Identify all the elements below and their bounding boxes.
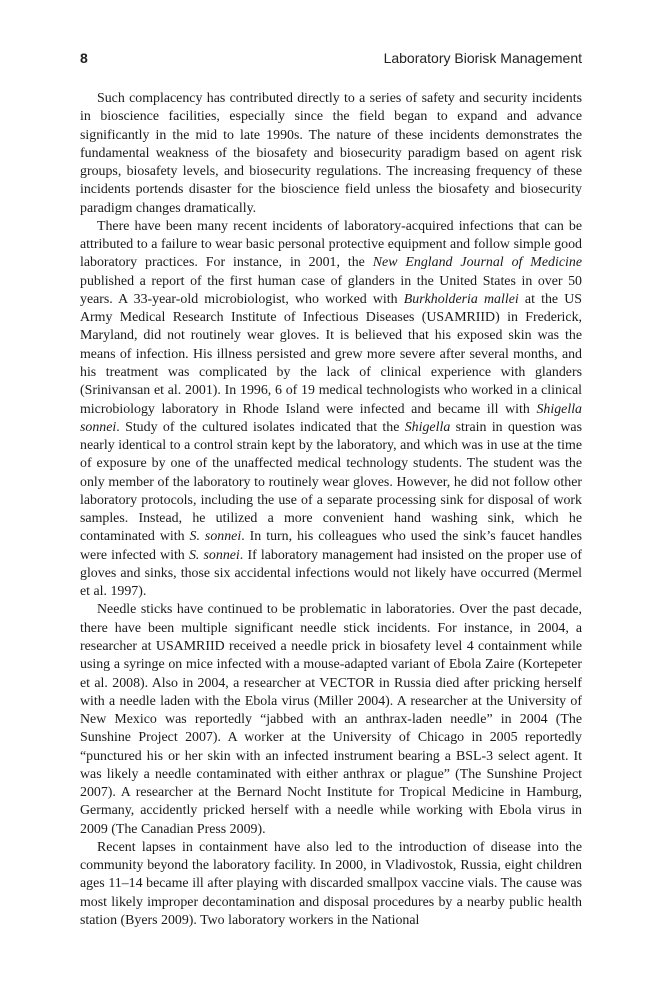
text-segment: . In turn, his colleagues who used the sink’s faucet handles were infected with bbox=[80, 529, 582, 563]
italic-term: S. sonnei bbox=[188, 547, 240, 563]
text-segment: strain in question was nearly identical to a control strain kept by the laboratory, and which was in use at the time of exposure by one of the unaffected medical technology students. The student was the only member of the laboratory to routinely wear gloves. However, he did not follow other laboratory protocols, including the use of a separate processing sink for disposal of work samples. Instead, he utilized a more convenient hand washing sink, which he contaminated with bbox=[80, 419, 582, 545]
text-segment: . Study of the cultured isolates indicated that the bbox=[116, 419, 405, 435]
text-segment: Recent lapses in containment have also led to the introduction of disease into the community beyond the laboratory facility. In 2000, in Vladivostok, Russia, eight children ages 11–14 became ill after playing with discarded smallpox vaccine vials. The cause was most likely improper decontamination and disposal procedures by a nearby public health station (Byers 2009). Two laboratory workers in the National bbox=[80, 839, 582, 928]
running-head: Laboratory Biorisk Management bbox=[383, 50, 582, 66]
italic-term: Shigella bbox=[404, 419, 451, 435]
body-text bbox=[80, 90, 582, 930]
text-segment: at the US Army Medical Research Institute of Infectious Diseases (USAMRIID) in Frederick, Maryland, did not routinely wear gloves. It is believed that his exposed skin was the means of infection. His illness persisted and grew more severe after several months, and his treatment was complicated by the lack of clinical experience with glanders (Srinivansan et al. 2001). In 1996, 6 of 19 medical technologists who worked in a clinical microbiology laboratory in Rhode Island were infected and became ill with bbox=[80, 291, 583, 417]
text-segment: published a report of the first human case of glanders in the United States in over 50 years. A 33-year-old microbiologist, who worked with bbox=[80, 273, 582, 307]
text-segment: Such complacency has contributed directly to a series of safety and security incidents in bioscience facilities, especially since the field began to expand and advance significantly in the mid to late 1990s. The nature of these incidents demonstrates the fundamental weakness of the biosafety and biosecurity paradigm based on agent risk groups, biosafety levels, and biosecurity regulations. The increasing frequency of these incidents portends disaster for the bioscience field unless the biosafety and biosecurity paradigm changes dramatically. bbox=[80, 91, 582, 216]
page-header bbox=[80, 50, 582, 72]
paragraph-containment-lapses bbox=[80, 839, 582, 930]
italic-term: Shigella sonnei bbox=[80, 401, 582, 435]
page-number: 8 bbox=[80, 50, 88, 66]
text-segment: Needle sticks have continued to be problematic in laboratories. Over the past decade, there have been multiple significant needle stick incidents. For instance, in 2004, a researcher at USAMRIID received a needle prick in biosafety level 4 containment while using a syringe on mice infected with a mouse-adapted variant of Ebola Zaire (Kortepeter et al. 2008). Also in 2004, a researcher at VECTOR in Russia died after pricking herself with a needle laden with the Ebola virus (Miller 2004). A researcher at the University of New Mexico was reportedly “jabbed with an anthrax-laden needle” in 2004 (The Sunshine Project 2007). A worker at the University of Chicago in 2005 reportedly “punctured his or her skin with an infected instrument bearing a BSL-3 select agent. It was likely a needle contaminated with either anthrax or plague” (The Sunshine Project 2007). A researcher at the Bernard Nocht Institute for Tropical Medicine in Hamburg, Germany, accidently pricked herself with a needle while working with Ebola virus in 2009 (The Canadian Press 2009). bbox=[80, 602, 582, 837]
paragraph-needle-sticks bbox=[80, 601, 582, 838]
text-segment: There have been many recent incidents of laboratory-acquired infections that can be attributed to a failure to wear basic personal protective equipment and follow simple good laboratory practices. For instance, in 2001, the bbox=[80, 218, 582, 271]
italic-term: S. sonnei bbox=[189, 529, 242, 545]
italic-term: Burkholderia mallei bbox=[403, 291, 519, 307]
italic-term: New England Journal of Medicine bbox=[372, 255, 582, 271]
text-segment: . If laboratory management had insisted on the proper use of gloves and sinks, those six accidental infections would not likely have occurred (Mermel et al. 1997). bbox=[80, 547, 582, 600]
paragraph-complacency bbox=[80, 90, 582, 218]
paragraph-lab-acquired-infections bbox=[80, 218, 582, 602]
